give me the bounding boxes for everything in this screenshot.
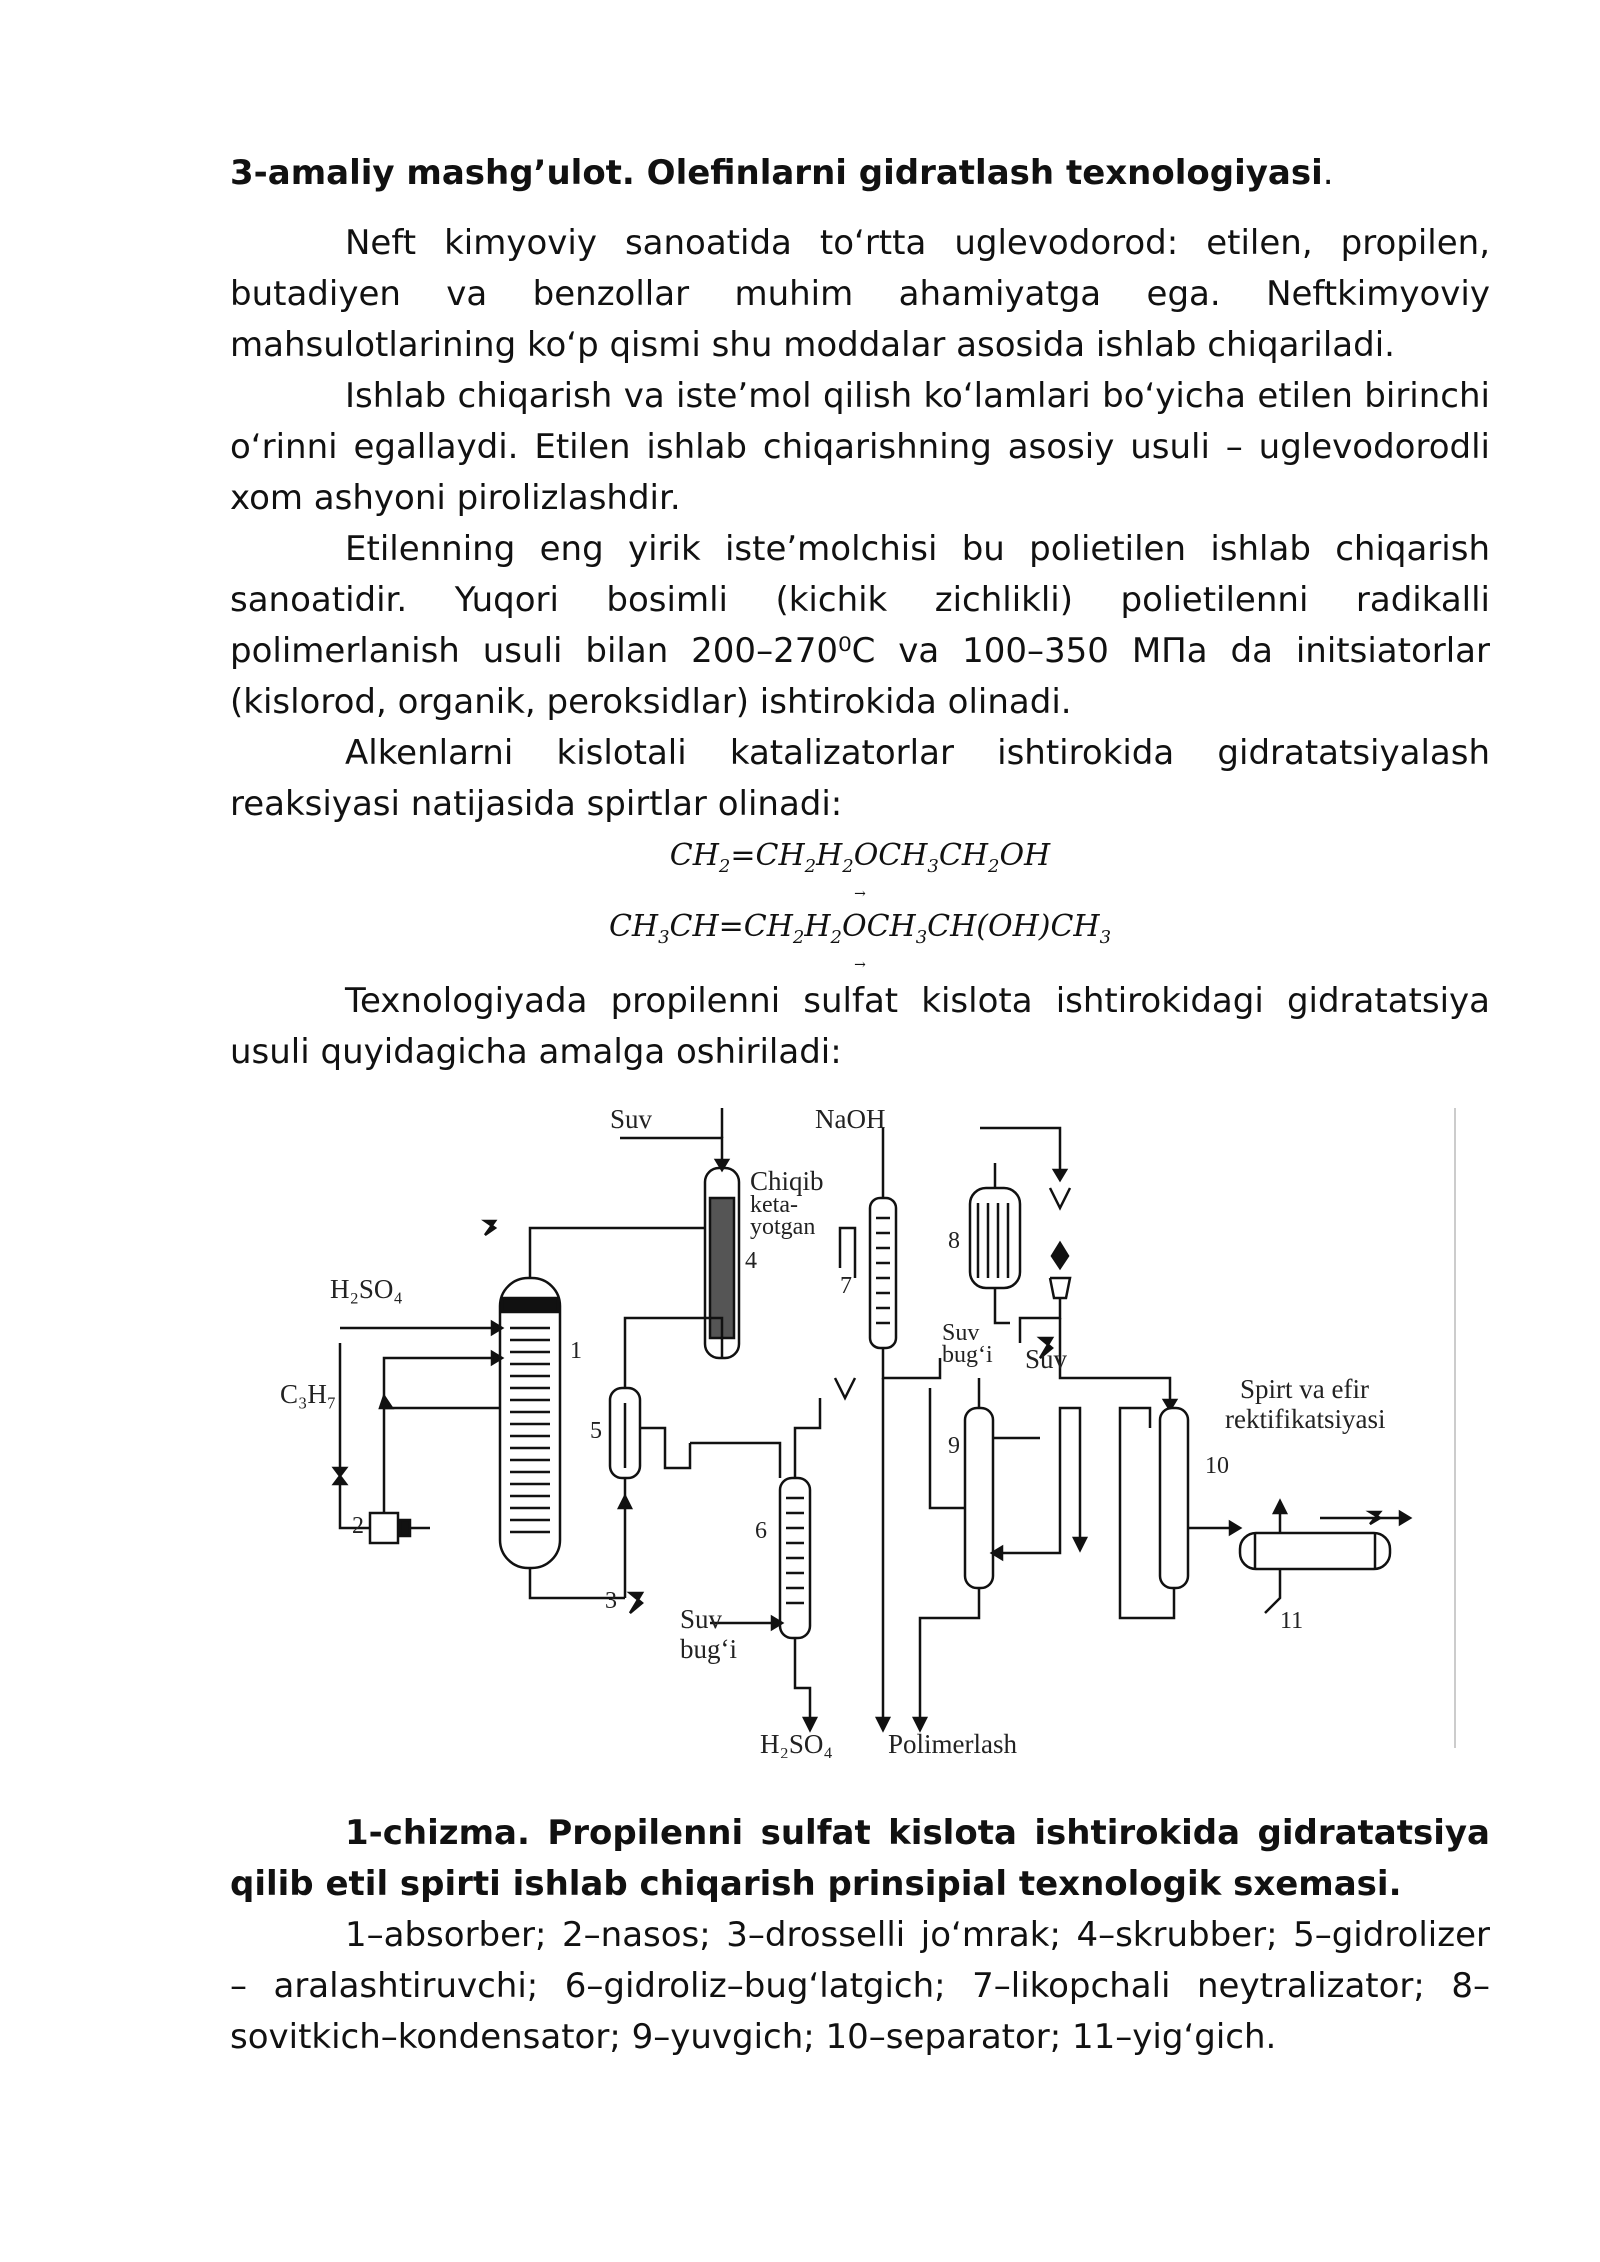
- absorber-1: [500, 1278, 560, 1568]
- document-page: [230, 150, 1490, 2063]
- formula-ethylene: $CH_2=CH_2H_2OCH_3CH_2OH$ →: [230, 834, 1490, 901]
- title-text: 3-amaliy mashg’ulot. Olefinlarni gidratlash texnologiyasi: [230, 153, 1323, 193]
- hydrolyzer-5: [610, 1318, 722, 1598]
- recycle-line: [384, 1358, 500, 1408]
- c3h7-valve: [334, 1468, 346, 1484]
- formula-propylene: $CH_3CH=CH_2H_2OCH_3CH(OH)CH_3$ →: [230, 905, 1490, 972]
- label-suv-bugi-mid-1: Suv: [942, 1320, 980, 1346]
- paragraph-5: Texnologiyada propilenni sulfat kislota ishtirokidagi gidratatsiya usuli quyidagicha amalga oshiriladi:: [230, 981, 1490, 1072]
- neutralizer-7: [840, 1128, 940, 1730]
- process-scheme-svg: [280, 1108, 1460, 1758]
- figure-caption: 1-chizma. Propilenni sulfat kislota ishtirokida gidratatsiya qilib etil spirti ishlab chiqarish prinsipial texnologik sxemasi.: [230, 1813, 1490, 1904]
- label-spirt-1: Spirt va efir: [1240, 1374, 1369, 1404]
- label-suv-bugi-low-1: Suv: [680, 1604, 723, 1634]
- label-n2: 2: [352, 1513, 364, 1539]
- gas-line-valve: [485, 1221, 495, 1235]
- label-suv-right: Suv: [1025, 1344, 1068, 1374]
- washer-9: [914, 1338, 1086, 1730]
- label-suv-bugi-mid-2: bug‘i: [942, 1342, 993, 1368]
- formula-arrow-2: →: [854, 957, 866, 973]
- absorber-gas-line: [530, 1198, 720, 1278]
- label-n4: 4: [745, 1248, 757, 1274]
- process-scheme-figure: [280, 1108, 1460, 1758]
- label-chiqib: Chiqib: [750, 1166, 824, 1196]
- label-n7: 7: [840, 1273, 852, 1299]
- collector-11: [1240, 1501, 1410, 1613]
- label-suv-bugi-low-2: bug‘i: [680, 1634, 737, 1664]
- c3h7-feed-line: [340, 1343, 370, 1528]
- figure-legend: 1–absorber; 2–nasos; 3–drosselli jo‘mrak; 4–skrubber; 5–gidrolizer – aralashtiruvchi; 6–gidroliz–bug‘latgich; 7–likopchali neytralizator; 8–sovitkich–kondensator; 9–yuvgich; 10–separator; 11–yig‘gich.: [230, 1915, 1490, 2057]
- hydrolysis-evaporator-6: [690, 1378, 855, 1730]
- label-polimerlash: Polimerlash: [888, 1729, 1017, 1758]
- label-n11: 11: [1280, 1608, 1304, 1634]
- label-n3: 3: [605, 1588, 617, 1614]
- cooler-condenser-8: [970, 1128, 1176, 1410]
- label-h2so4-left: H₂SO₄: [330, 1274, 403, 1304]
- paragraph-3: Etilenning eng yirik iste’molchisi bu polietilen ishlab chiqarish sanoatidir. Yuqori bosimli (kichik zichlikli) polietilenni radikalli polimerlanish usuli bilan 200–270⁰C va 100–350 МПа da initsiatorlar (kislorod, organik, peroksidlar) ishtirokida olinadi.: [230, 529, 1490, 722]
- page-title: [230, 150, 1490, 196]
- label-n6: 6: [755, 1518, 767, 1544]
- label-yotgan: yotgan: [750, 1214, 816, 1240]
- label-c3h7: C₃H₇: [280, 1379, 337, 1409]
- drossel-valve-3: [630, 1593, 642, 1613]
- separator-10: [1120, 1408, 1240, 1618]
- label-suv-top: Suv: [610, 1108, 653, 1134]
- label-h2so4-bottom: H₂SO₄: [760, 1729, 833, 1758]
- label-n8: 8: [948, 1228, 960, 1254]
- paragraph-4: Alkenlarni kislotali katalizatorlar ishtirokida gidratatsiyalash reaksiyasi natijasida spirtlar olinadi:: [230, 733, 1490, 824]
- label-n9: 9: [948, 1433, 960, 1459]
- pump-2: [370, 1396, 500, 1543]
- paragraph-2: Ishlab chiqarish va iste’mol qilish ko‘lamlari bo‘yicha etilen birinchi o‘rinni egallaydi. Etilen ishlab chiqarishning asosiy usuli – uglevodorodli xom ashyoni pirolizlashdir.: [230, 376, 1490, 518]
- label-naoh: NaOH: [815, 1108, 886, 1134]
- label-n1: 1: [570, 1338, 582, 1364]
- label-n10: 10: [1205, 1453, 1229, 1479]
- label-n5: 5: [590, 1418, 602, 1444]
- label-spirt-2: rektifikatsiyasi: [1225, 1404, 1386, 1434]
- paragraph-1: Neft kimyoviy sanoatida to‘rtta uglevodorod: etilen, propilen, butadiyen va benzollar muhim ahamiyatga ega. Neftkimyoviy mahsulotlarining ko‘p qismi shu moddalar asosida ishlab chiqariladi.: [230, 223, 1490, 365]
- label-keta: keta-: [750, 1192, 798, 1218]
- title-dot: .: [1322, 153, 1334, 193]
- formula-arrow-1: →: [854, 886, 866, 902]
